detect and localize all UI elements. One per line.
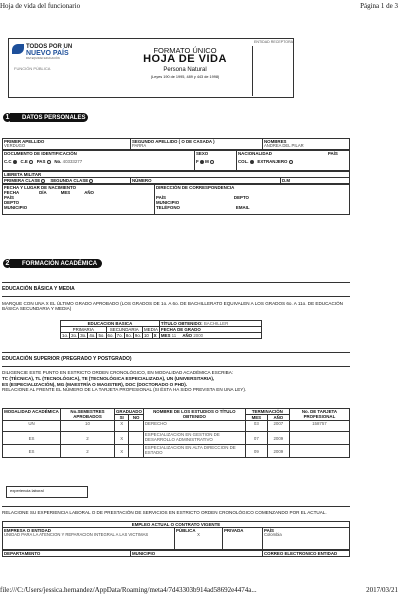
row-tarjeta — [289, 432, 349, 445]
ce-radio[interactable] — [29, 160, 33, 164]
row-semestres: 2 — [61, 432, 115, 445]
row-modalidad: UN — [3, 421, 61, 432]
ce-label: C.E — [20, 158, 28, 164]
row-ano: 2007 — [267, 421, 289, 432]
row-si: X — [115, 445, 129, 458]
row-no — [129, 421, 143, 432]
section1-title: DATOS PERSONALES — [10, 113, 88, 122]
titulo-label: TÍTULO OBTENIDO: — [160, 321, 203, 326]
th-ano: AÑO — [267, 415, 289, 421]
f-label: F — [196, 158, 199, 164]
segundo-apellido-label: SEGUNDO APELLIDO ( O DE CASADA ) — [132, 139, 215, 144]
pas-label: PAS — [36, 158, 46, 164]
direccion-label: DIRECCIÓN DE CORRESPONDENCIA — [156, 185, 235, 191]
row-ano: 2009 — [267, 445, 289, 458]
m-radio[interactable] — [210, 160, 214, 164]
entidad-receptora: ENTIDAD RECEPTORA — [254, 40, 294, 44]
nombres-label: NOMBRES — [264, 139, 287, 144]
th-nombre: NOMBRE DE LOS ESTUDIOS O TÍTULO OBTENIDO — [143, 409, 245, 421]
superior-instr-1: DILIGENCIE ESTE PUNTO EN ESTRICTO ORDEN CRONOLÓGICO, EN MODALIDAD ACADÉMICA ESCRIBA: — [2, 370, 234, 375]
section1-number: 1 — [2, 112, 13, 123]
segundo-apellido-value: PARRA — [132, 143, 147, 149]
row-semestres: 2 — [61, 445, 115, 458]
primera-clase-radio[interactable] — [41, 179, 45, 183]
ano-label: AÑO — [84, 190, 94, 196]
documento-numero: 40333277 — [62, 158, 83, 164]
empresa-value: UNIDAD PARA LA ATENCION Y REPARACION INTEGRAL A LAS VICTIMAS — [4, 532, 149, 538]
th-tarjeta: No. DE TARJETA PROFESIONAL — [289, 409, 349, 421]
ano-grado-label: AÑO — [182, 333, 193, 339]
print-footer-left: file:///C:/Users/jessica.hernandez/AppData/Roaming/meta4/7d43303b914ad58692e4474a... — [0, 586, 257, 594]
educacion-superior-table — [2, 408, 350, 458]
pais-nac-label: PAÍS — [327, 150, 338, 156]
email-label: EMAIL — [235, 205, 250, 211]
pas-radio[interactable] — [47, 160, 51, 164]
grade-cell[interactable]: 8o. — [125, 333, 132, 339]
nacionalidad-label: NACIONALIDAD — [238, 150, 272, 156]
row-nombre: ESPECIALIZACION EN ALTA DIRECCION DE ESTADO — [143, 445, 245, 458]
form-law: (Leyes 190 de 1995, 489 y 443 de 1998) — [150, 75, 220, 79]
mes-grado-label: MES — [160, 333, 171, 339]
empleo-header: EMPLEO ACTUAL O CONTRATO VIGENTE — [3, 522, 350, 528]
grade-cell[interactable]: 2o. — [71, 333, 78, 339]
row-mes: 03 — [245, 421, 267, 432]
fecha-lugar-label: FECHA Y LUGAR DE NACIMIENTO — [4, 185, 77, 191]
row-si: X — [115, 421, 129, 432]
fecha-grado-label: FECHA DE GRADO — [159, 327, 261, 333]
row-semestres: 10 — [61, 421, 115, 432]
cc-radio[interactable] — [13, 160, 17, 164]
grade-cell[interactable]: 10 — [142, 333, 152, 339]
print-header-right: Página 1 de 3 — [360, 2, 398, 10]
row-ano: 2009 — [267, 432, 289, 445]
segunda-clase-label: SEGUNDA CLASE — [50, 177, 89, 183]
logo-line2: NUEVO PAÍS — [26, 50, 69, 57]
row-mes: 07 — [245, 432, 267, 445]
grade-cell[interactable]: 6o. — [107, 333, 114, 339]
experiencia-instructions: RELACIONE SU EXPERIENCIA LABORAL O DE PRESTACIÓN DE SERVICIOS EN ESTRICTO ORDEN CRONOLÓGICO COMENZANDO POR EL ACTUAL. — [2, 510, 327, 515]
pais-emp-value: Colombia — [264, 532, 282, 538]
row-nombre: ESPECIALIZACION EN GESTION DE DESARROLLO ADMINISTRATIVO — [143, 432, 245, 445]
grade-cell[interactable]: 9o. — [134, 333, 141, 339]
th-no: NO — [129, 415, 143, 421]
experiencia-label: experiencia laboral — [10, 488, 44, 493]
th-modalidad: MODALIDAD ACADÉMICA — [3, 409, 61, 421]
empleo-table — [2, 521, 350, 557]
print-footer-right: 2017/03/21 — [363, 586, 398, 594]
table-row — [3, 432, 350, 445]
logo-line1: TODOS POR UN — [26, 44, 73, 50]
m-label: M — [205, 158, 209, 164]
nombres-value: ANDREA DEL PILAR — [264, 143, 304, 149]
row-no — [129, 432, 143, 445]
mes-label: MES — [60, 190, 71, 196]
row-tarjeta — [289, 445, 349, 458]
numero-label: NÚMERO — [131, 177, 281, 183]
grade-cell[interactable]: 4o. — [89, 333, 96, 339]
municipio2-label: MUNICIPIO — [156, 200, 180, 206]
media-label: MEDIA — [143, 327, 158, 333]
extranjero-radio[interactable] — [289, 160, 293, 164]
pais-emp-label: PAÍS — [264, 528, 274, 534]
row-modalidad: ES — [3, 445, 61, 458]
primer-apellido-label: PRIMER APELLIDO — [4, 139, 45, 144]
superior-instr-4: RELACIONE AL FRENTE EL NÚMERO DE LA TARJETA PROFESIONAL (SI ÉSTA HA SIDO PREVISTA EN UNA LEY). — [2, 386, 247, 392]
th-mes: MES — [245, 415, 267, 421]
th-si: SI — [115, 415, 129, 421]
grade-cell[interactable]: 5o. — [98, 333, 105, 339]
row-tarjeta: 158757 — [289, 421, 349, 432]
form-subtitle: Persona Natural — [163, 67, 207, 73]
pais-label: PAÍS — [4, 195, 14, 201]
primer-apellido-value: VERDUGO — [4, 143, 26, 149]
col-label: COL. — [238, 158, 249, 164]
primaria-label: PRIMARIA — [61, 327, 107, 333]
dm-label: D.M — [281, 177, 350, 183]
funcion-publica-logo: FUNCIÓN PÚBLICA — [14, 66, 51, 71]
basica-title: EDUCACIÓN BÁSICA Y MEDIA — [2, 286, 75, 292]
pais2-label: PAÍS — [156, 195, 166, 201]
eb-header: EDUCACION BASICA — [61, 321, 160, 327]
f-radio[interactable] — [200, 160, 204, 164]
dia-label: DÍA — [39, 190, 47, 196]
superior-title: EDUCACIÓN SUPERIOR (PREGRADO Y POSTGRADO) — [2, 356, 132, 362]
col-radio[interactable] — [250, 160, 254, 164]
superior-instructions — [2, 370, 350, 392]
table-row — [3, 421, 350, 432]
grade-cell-selected[interactable]: X — [152, 333, 159, 339]
basica-instructions: MARQUE CON UNA X EL ÚLTIMO GRADO APROBADO (LOS GRADOS DE 1o. A 6o. DE BACHILLERATO EQUIVALEN A LOS GRADOS 6o. A 11o. DE EDUCACIÓN BÁSICA SECUNDARIA Y MEDIA) — [2, 301, 343, 312]
libreta-label: LIBRETA MILITAR — [3, 171, 350, 177]
municipio-label: MUNICIPIO — [4, 205, 28, 211]
sexo-label: SEXO — [196, 150, 209, 156]
primera-clase-label: PRIMERA CLASE — [4, 177, 41, 183]
titulo-value: BACHILLER — [203, 321, 229, 326]
th-graduado: GRADUADO — [116, 409, 142, 414]
section2-title: FORMACIÓN ACADÉMICA — [10, 259, 102, 268]
section2-number: 2 — [2, 258, 13, 269]
departamento-label: DEPARTAMENTO — [3, 551, 131, 557]
publica-mark: X — [197, 532, 200, 538]
grade-cell[interactable]: 3o. — [80, 333, 87, 339]
logo-tagline: PAZ EQUIDAD EDUCACIÓN — [26, 57, 60, 60]
municipio-emp-label: MUNICIPIO — [131, 551, 263, 557]
form-title2: HOJA DE VIDA — [143, 53, 227, 65]
row-mes: 09 — [245, 445, 267, 458]
grade-cell[interactable]: 7o. — [116, 333, 123, 339]
fecha-label: FECHA — [4, 190, 20, 196]
print-header-left: Hoja de vida del funcionario — [0, 2, 81, 10]
privada-label: PRIVADA — [223, 528, 263, 550]
mes-grado-value: 11 — [171, 333, 177, 339]
telefono-label: TELÉFONO — [156, 205, 180, 211]
segunda-clase-radio[interactable] — [89, 179, 93, 183]
th-terminacion: TERMINACIÓN — [245, 409, 289, 415]
correo-label: CORREO ELECTRONICO ENTIDAD — [263, 551, 350, 557]
superior-instr-2: TC (TÉCNICA), TL (TECNOLÓGICA), TE (TECNOLÓGICA ESPECIALIZADA), UN (UNIVERSITARIA), — [2, 376, 215, 382]
row-nombre: DERECHO — [143, 421, 245, 432]
depto2-label: DEPTO — [233, 195, 249, 201]
publica-label: PÚBLICA — [176, 528, 196, 534]
empresa-label: EMPRESA O ENTIDAD — [4, 528, 51, 534]
extranjero-label: EXTRANJERO — [257, 158, 288, 164]
row-si: X — [115, 432, 129, 445]
depto-label: DEPTO — [4, 200, 20, 206]
documento-label: DOCUMENTO DE IDENTIFICACIÓN — [4, 150, 77, 156]
ano-grado-value: 2000 — [193, 333, 204, 339]
datos-personales-table — [2, 138, 350, 215]
secundaria-label: SECUNDARIA — [106, 327, 142, 333]
no-label: No. — [54, 158, 62, 164]
cc-label: C.C — [4, 158, 12, 164]
th-semestres: No.SEMESTRES APROBADOS — [61, 409, 115, 421]
educacion-basica-table — [60, 320, 262, 339]
form-title1: FORMATO ÚNICO — [153, 46, 217, 55]
row-no — [129, 445, 143, 458]
grade-cell[interactable]: 1o. — [62, 333, 69, 339]
superior-instr-3: ES (ESPECIALIZACIÓN), MG (MAESTRÍA O MAGISTER), DOC (DOCTORADO O PHD). — [2, 381, 188, 387]
row-modalidad: ES — [3, 432, 61, 445]
table-row — [3, 445, 350, 458]
